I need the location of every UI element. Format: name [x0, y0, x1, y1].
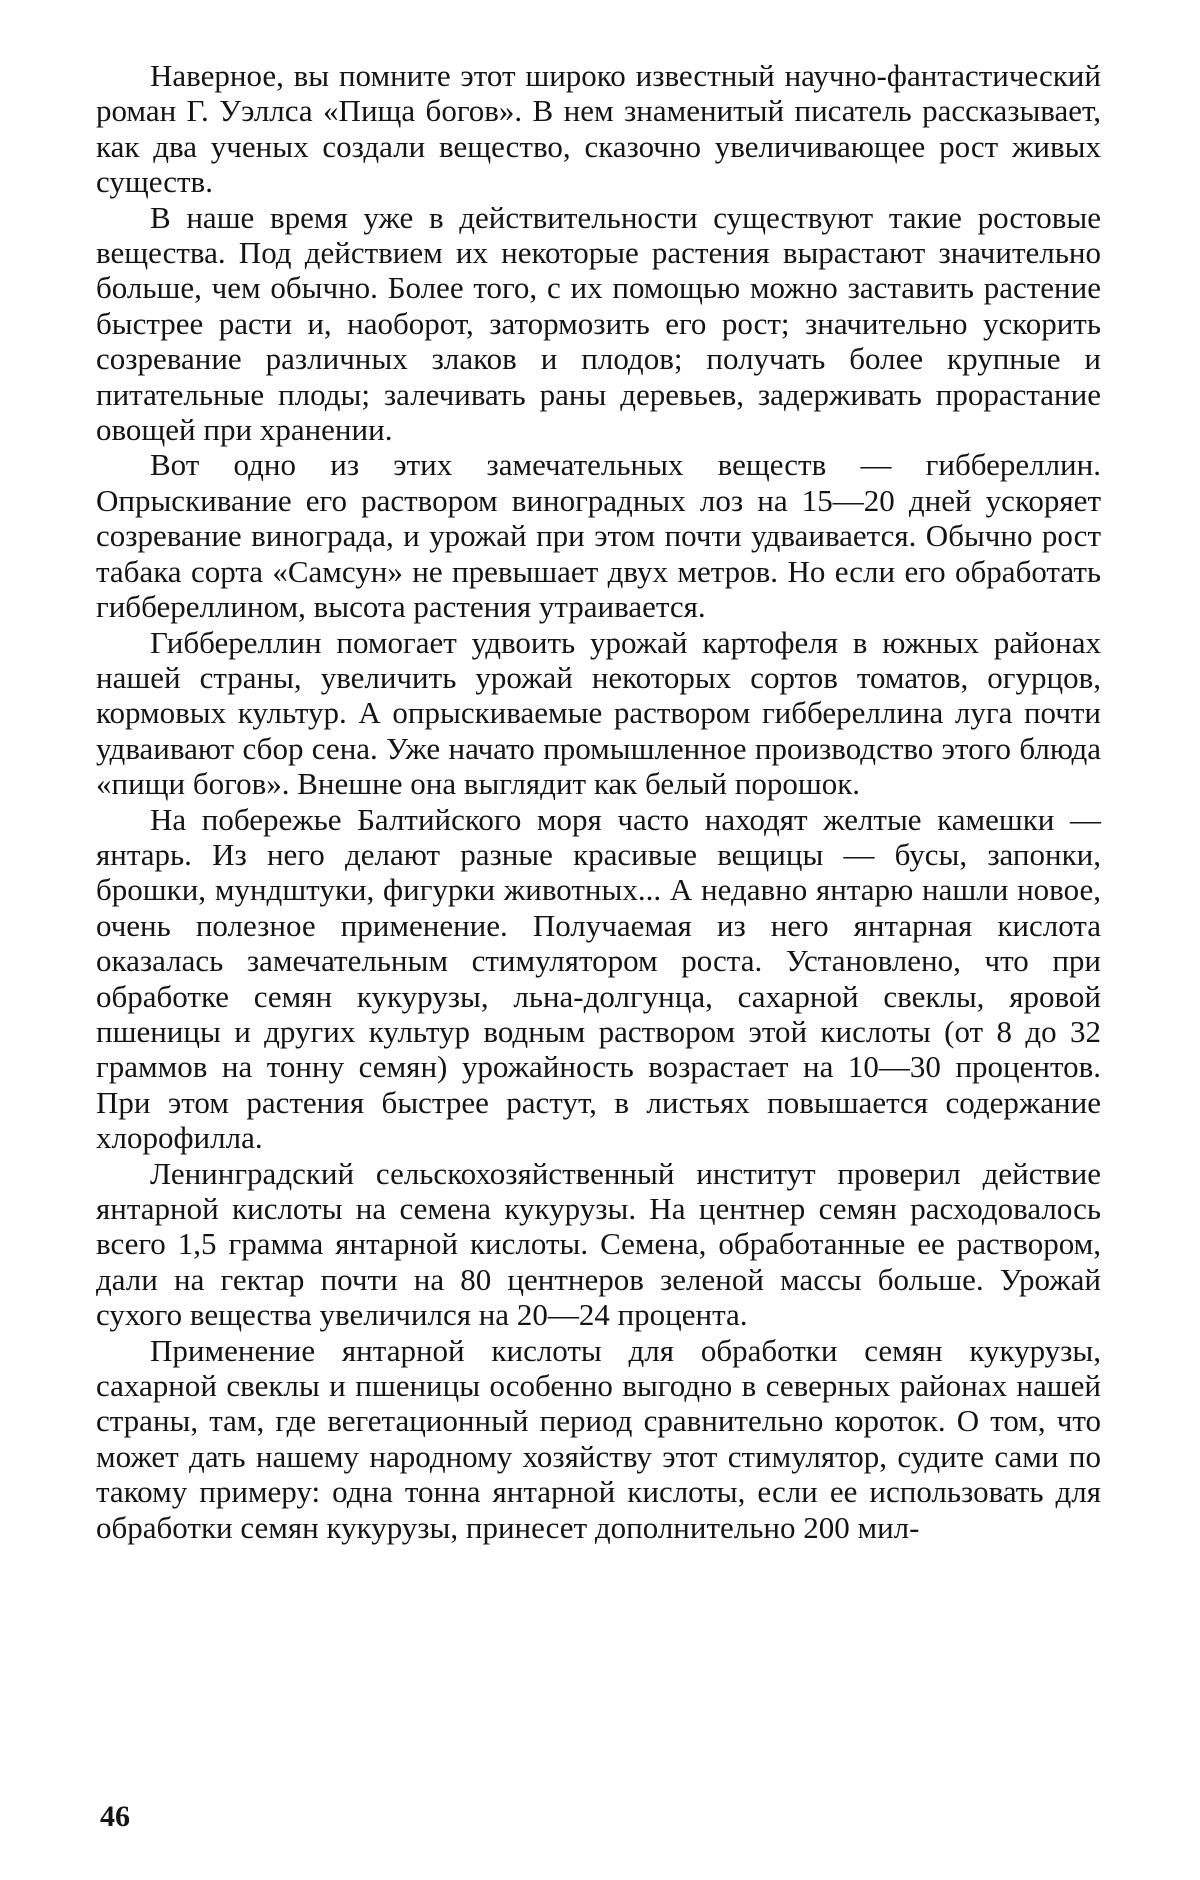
paragraph-6: Ленинградский сельскохозяйственный институт проверил действие янтарной кислоты на семена кукурузы. На центнер семян расходовалось всего 1,5 грамма янтарной кислоты. Семена, обработанные ее раствором, дали на гектар почти на 80 центнеров зеленой массы больше. Урожай сухого вещества увеличился на 20—24 процента.	[96, 1155, 1101, 1333]
paragraph-1: Наверное, вы помните этот широко известный научно-фантастический роман Г. Уэллса «Пища богов». В нем знаменитый писатель рассказывает, как два ученых создали вещество, сказочно увеличивающее рост живых существ.	[96, 58, 1101, 200]
paragraph-4: Гиббереллин помогает удвоить урожай картофеля в южных районах нашей страны, увеличить урожай некоторых сортов томатов, огурцов, кормовых культур. А опрыскиваемые раствором гиббереллина луга почти удваивают сбор сена. Уже начато промышленное производство этого блюда «пищи богов». Внешне она выглядит как белый порошок.	[96, 624, 1101, 802]
paragraph-2: В наше время уже в действительности существуют такие ростовые вещества. Под действием их некоторые растения вырастают значительно больше, чем обычно. Более того, с их помощью можно заставить растение быстрее расти и, наоборот, затормозить его рост; значительно ускорить созревание различных злаков и плодов; получать более крупные и питательные плоды; залечивать раны деревьев, задерживать прорастание овощей при хранении.	[96, 199, 1101, 448]
page-number: 46	[100, 1800, 130, 1833]
page-body	[96, 58, 1101, 1545]
paragraph-5: На побережье Балтийского моря часто находят желтые камешки — янтарь. Из него делают разные красивые вещицы — бусы, запонки, брошки, мундштуки, фигурки животных... А недавно янтарю нашли новое, очень полезное применение. Получаемая из него янтарная кислота оказалась замечательным стимулятором роста. Установлено, что при обработке семян кукурузы, льна-долгунца, сахарной свеклы, яровой пшеницы и других культур водным раствором этой кислоты (от 8 до 32 граммов на тонну семян) урожайность возрастает на 10—30 процентов. При этом растения быстрее растут, в листьях повышается содержание хлорофилла.	[96, 801, 1101, 1156]
paragraph-7: Применение янтарной кислоты для обработки семян кукурузы, сахарной свеклы и пшеницы особенно выгодно в северных районах нашей страны, там, где вегетационный период сравнительно короток. О том, что может дать нашему народному хозяйству этот стимулятор, судите сами по такому примеру: одна тонна янтарной кислоты, если ее использовать для обработки семян кукурузы, принесет дополнительно 200 мил-	[96, 1332, 1101, 1545]
paragraph-3: Вот одно из этих замечательных веществ — гиббереллин. Опрыскивание его раствором виноградных лоз на 15—20 дней ускоряет созревание винограда, и урожай при этом почти удваивается. Обычно рост табака сорта «Самсун» не превышает двух метров. Но если его обработать гиббереллином, высота растения утраивается.	[96, 447, 1101, 625]
